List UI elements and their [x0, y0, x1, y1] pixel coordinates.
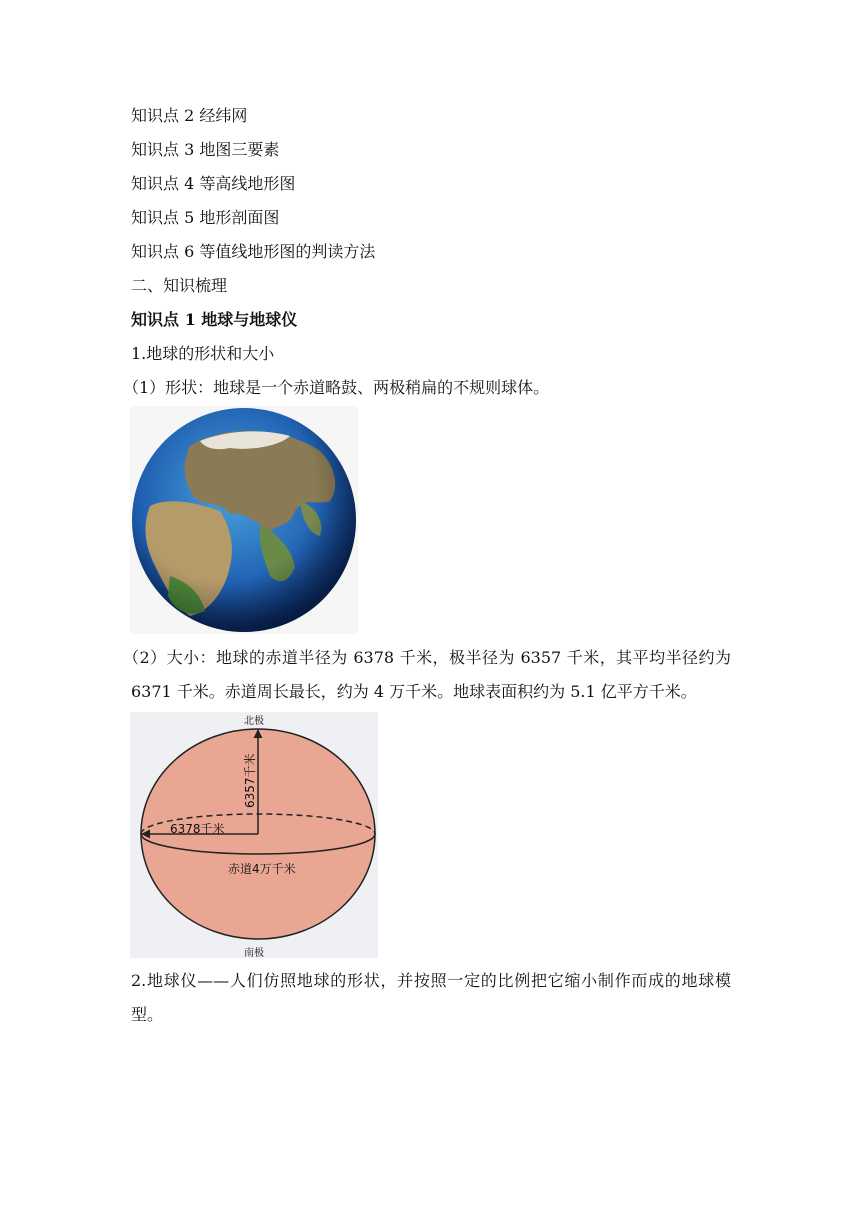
earth-size-diagram	[130, 712, 378, 958]
equatorial-radius-label: 6378千米	[170, 822, 225, 836]
earth-ellipse-svg	[130, 712, 378, 958]
north-pole-label: 北极	[244, 716, 264, 727]
toc-item-3: 知识点 3 地图三要素	[131, 140, 280, 159]
toc-item-6: 知识点 6 等值线地形图的判读方法	[131, 242, 376, 261]
toc-item-2: 知识点 2 经纬网	[131, 106, 248, 125]
earth-globe-image	[130, 406, 358, 634]
knowledge-point-1-title: 知识点 1 地球与地球仪	[131, 310, 298, 329]
polar-radius-label: 6357千米	[243, 753, 257, 808]
south-pole-label: 南极	[244, 948, 264, 959]
subsection-1-title: 1.地球的形状和大小	[131, 344, 275, 363]
section-heading: 二、知识梳理	[131, 276, 228, 295]
toc-item-5: 知识点 5 地形剖面图	[131, 208, 280, 227]
shape-description: （1）形状：地球是一个赤道略鼓、两极稍扁的不规则球体。	[123, 378, 550, 397]
size-description: （2）大小：地球的赤道半径为 6378 千米，极半径为 6357 千米，其平均半径约为 6371 千米。赤道周长最长，约为 4 万千米。地球表面积约为 5.1 亿平方千米。	[123, 648, 731, 701]
globe-model-description: 2.地球仪——人们仿照地球的形状，并按照一定的比例把它缩小制作而成的地球模型。	[131, 971, 731, 1024]
toc-item-4: 知识点 4 等高线地形图	[131, 174, 296, 193]
equator-label: 赤道4万千米	[228, 862, 296, 876]
